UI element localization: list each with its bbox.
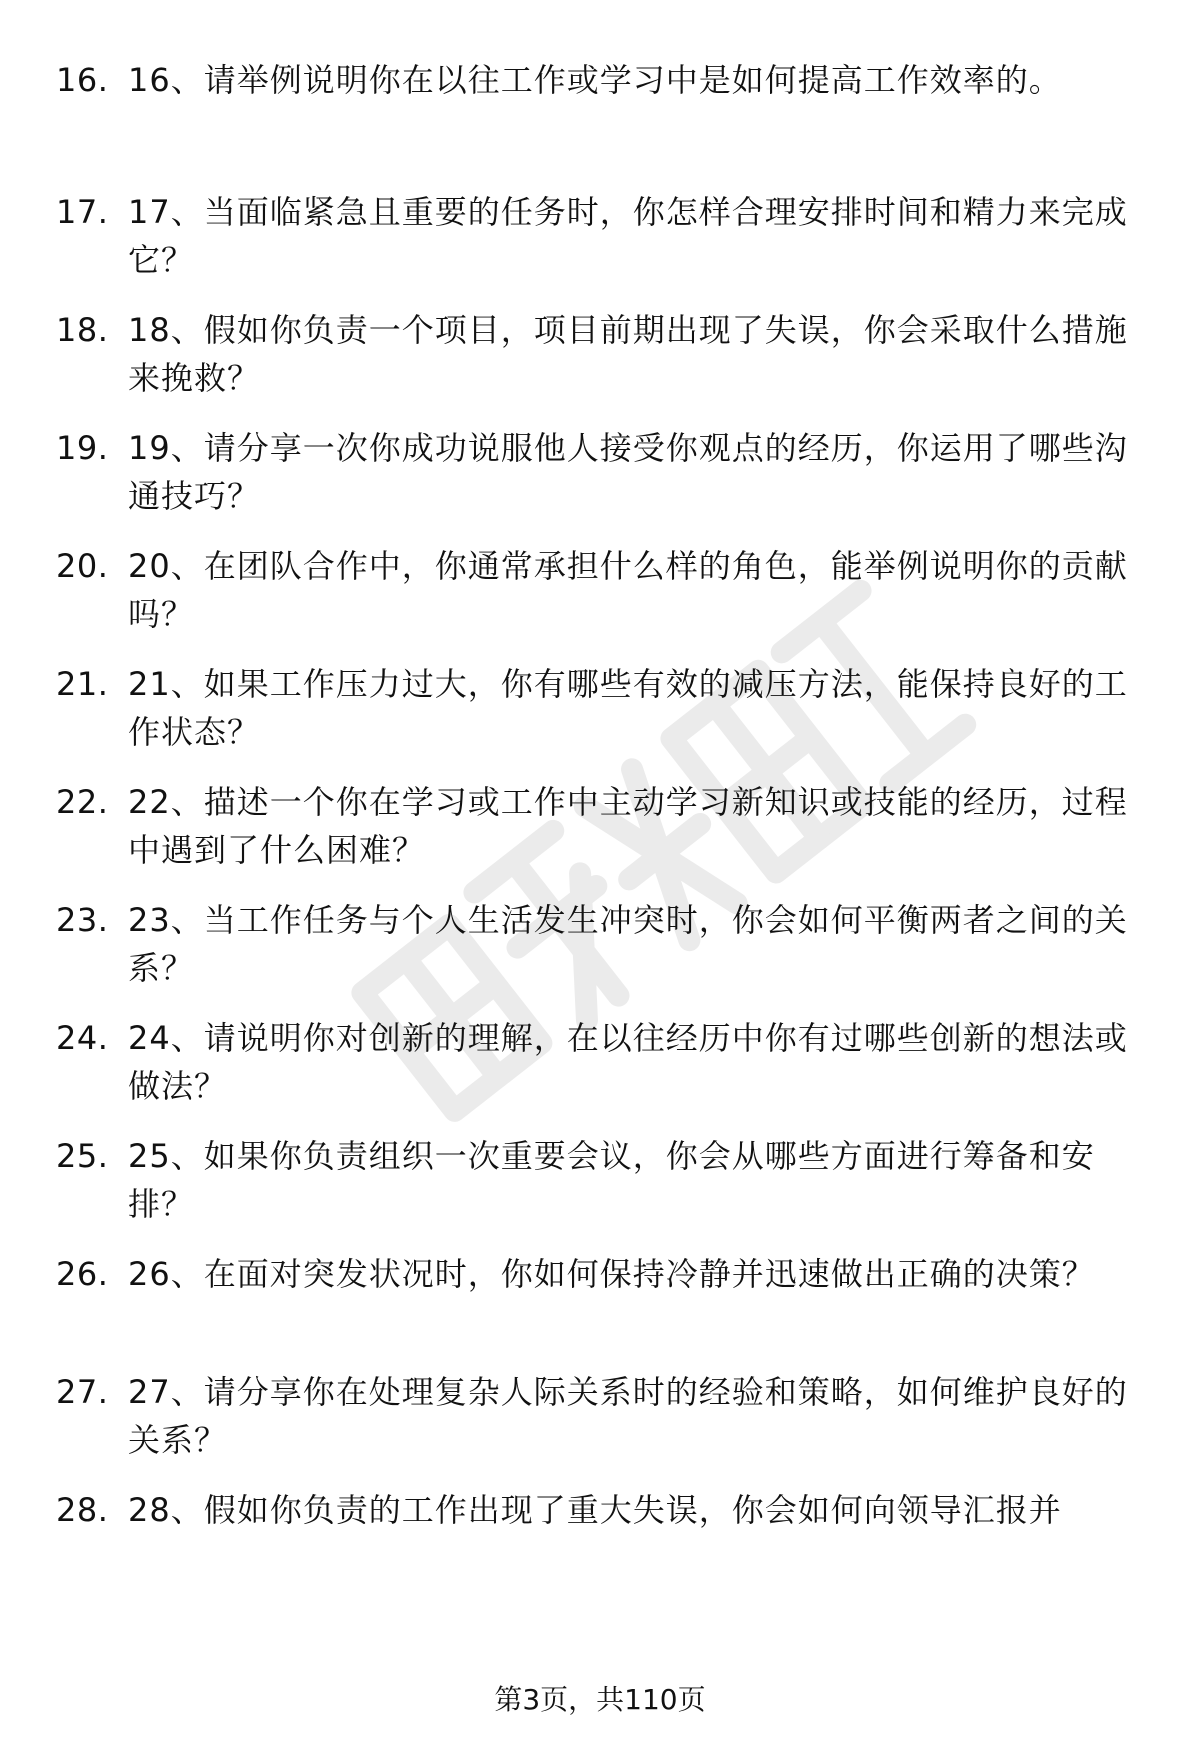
question-number: 28.	[56, 1491, 109, 1529]
list-item	[56, 778, 1148, 896]
question-number: 23.	[56, 901, 109, 939]
question-text: 20、在团队合作中，你通常承担什么样的角色，能举例说明你的贡献吗？	[128, 547, 1128, 633]
question-number: 20.	[56, 547, 109, 585]
question-text: 25、如果你负责组织一次重要会议，你会从哪些方面进行筹备和安排？	[128, 1137, 1095, 1223]
list-item	[56, 424, 1148, 542]
list-item	[56, 660, 1148, 778]
question-text: 21、如果工作压力过大，你有哪些有效的减压方法，能保持良好的工作状态？	[128, 665, 1128, 751]
question-number: 22.	[56, 783, 109, 821]
question-text: 19、请分享一次你成功说服他人接受你观点的经历，你运用了哪些沟通技巧？	[128, 429, 1128, 515]
list-item	[56, 896, 1148, 1014]
question-text: 28、假如你负责的工作出现了重大失误，你会如何向领导汇报并	[128, 1491, 1062, 1529]
question-number: 24.	[56, 1019, 109, 1057]
question-number: 27.	[56, 1373, 109, 1411]
page-footer: 第3页，共110页	[494, 1683, 706, 1716]
question-text: 18、假如你负责一个项目，项目前期出现了失误，你会采取什么措施来挽救？	[128, 311, 1128, 397]
question-text: 24、请说明你对创新的理解，在以往经历中你有过哪些创新的想法或做法？	[128, 1019, 1128, 1105]
question-text: 22、描述一个你在学习或工作中主动学习新知识或技能的经历，过程中遇到了什么困难？	[128, 783, 1128, 869]
list-item	[56, 306, 1148, 424]
question-text: 26、在面对突发状况时，你如何保持冷静并迅速做出正确的决策？	[128, 1255, 1095, 1293]
question-number: 25.	[56, 1137, 109, 1175]
question-number: 26.	[56, 1255, 109, 1293]
question-number: 17.	[56, 193, 109, 231]
list-item	[56, 542, 1148, 660]
question-text: 17、当面临紧急且重要的任务时，你怎样合理安排时间和精力来完成它？	[128, 193, 1128, 279]
list-item	[56, 56, 1148, 188]
question-number: 18.	[56, 311, 109, 349]
question-number: 21.	[56, 665, 109, 703]
question-text: 16、请举例说明你在以往工作或学习中是如何提高工作效率的。	[128, 61, 1062, 99]
list-item	[56, 1368, 1148, 1486]
list-item	[56, 1486, 1148, 1546]
list-item	[56, 1132, 1148, 1250]
question-text: 27、请分享你在处理复杂人际关系时的经验和策略，如何维护良好的关系？	[128, 1373, 1128, 1459]
question-list	[56, 56, 1148, 1546]
list-item	[56, 1014, 1148, 1132]
list-item	[56, 188, 1148, 306]
question-text: 23、当工作任务与个人生活发生冲突时，你会如何平衡两者之间的关系？	[128, 901, 1128, 987]
question-number: 19.	[56, 429, 109, 467]
question-number: 16.	[56, 61, 109, 99]
list-item	[56, 1250, 1148, 1368]
